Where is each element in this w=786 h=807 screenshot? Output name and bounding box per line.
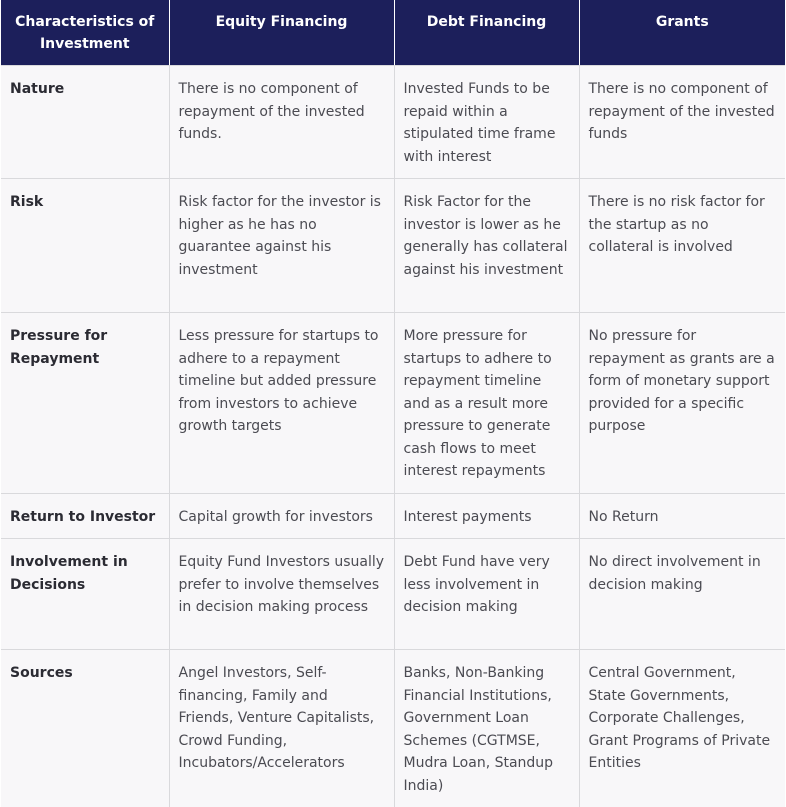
row-label: Sources — [1, 650, 169, 807]
cell-equity: There is no component of repayment of the invested funds. — [169, 66, 394, 179]
table-row-pressure-for-repayment — [1, 313, 785, 494]
cell-equity: Equity Fund Investors usually prefer to involve themselves in decision making process — [169, 539, 394, 650]
header-debt-financing: Debt Financing — [394, 0, 579, 66]
header-row — [1, 0, 785, 66]
cell-grants: There is no component of repayment of the invested funds — [579, 66, 785, 179]
comparison-table — [1, 0, 785, 807]
header-grants: Grants — [579, 0, 785, 66]
cell-equity: Risk factor for the investor is higher as he has no guarantee against his investment — [169, 179, 394, 313]
row-label: Risk — [1, 179, 169, 313]
table-row-involvement-in-decisions — [1, 539, 785, 650]
cell-debt: Interest payments — [394, 493, 579, 539]
row-label: Nature — [1, 66, 169, 179]
table-row-risk — [1, 179, 785, 313]
table-row-sources — [1, 650, 785, 807]
cell-grants: Central Government, State Governments, Corporate Challenges, Grant Programs of Private Entities — [579, 650, 785, 807]
row-label: Involvement in Decisions — [1, 539, 169, 650]
cell-equity: Less pressure for startups to adhere to a repayment timeline but added pressure from investors to achieve growth targets — [169, 313, 394, 494]
cell-equity: Capital growth for investors — [169, 493, 394, 539]
row-label: Return to Investor — [1, 493, 169, 539]
cell-grants: No pressure for repayment as grants are a form of monetary support provided for a specific purpose — [579, 313, 785, 494]
cell-debt: Banks, Non-Banking Financial Institutions, Government Loan Schemes (CGTMSE, Mudra Loan, Standup India) — [394, 650, 579, 807]
cell-debt: Risk Factor for the investor is lower as he generally has collateral against his investment — [394, 179, 579, 313]
cell-grants: There is no risk factor for the startup as no collateral is involved — [579, 179, 785, 313]
table-row-nature — [1, 66, 785, 179]
header-equity-financing: Equity Financing — [169, 0, 394, 66]
cell-equity: Angel Investors, Self-financing, Family and Friends, Venture Capitalists, Crowd Funding, Incubators/Accelerators — [169, 650, 394, 807]
cell-debt: Invested Funds to be repaid within a stipulated time frame with interest — [394, 66, 579, 179]
header-characteristics: Characteristics of Investment — [1, 0, 169, 66]
cell-debt: More pressure for startups to adhere to repayment timeline and as a result more pressure to generate cash flows to meet interest repayments — [394, 313, 579, 494]
row-label: Pressure for Repayment — [1, 313, 169, 494]
cell-grants: No direct involvement in decision making — [579, 539, 785, 650]
table-row-return-to-investor — [1, 493, 785, 539]
cell-debt: Debt Fund have very less involvement in decision making — [394, 539, 579, 650]
cell-grants: No Return — [579, 493, 785, 539]
